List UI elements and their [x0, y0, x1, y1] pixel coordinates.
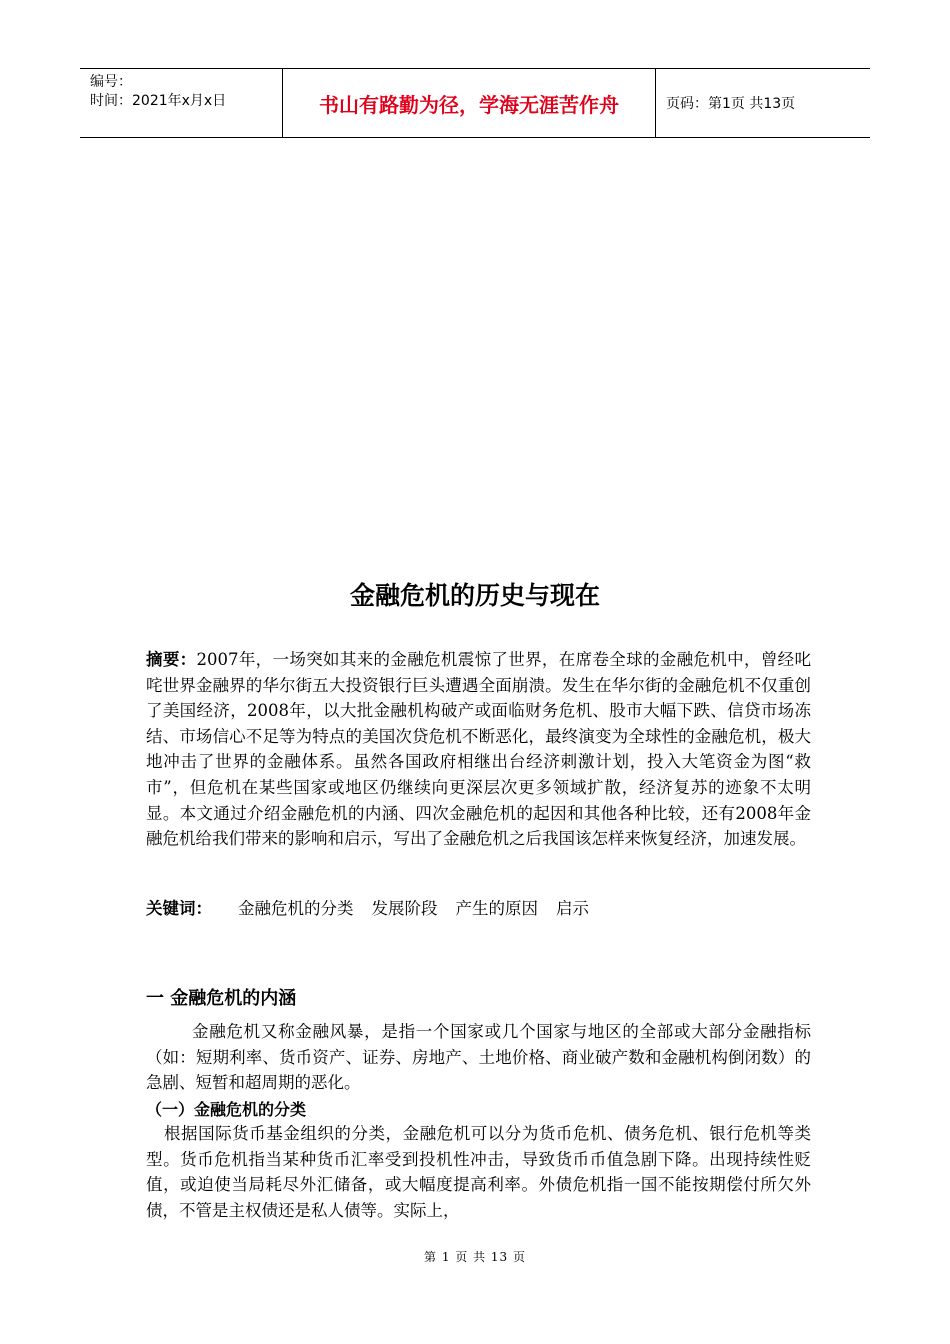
- section-heading: 一 金融危机的内涵: [146, 988, 297, 1009]
- header-page-info: 页码：第1页 共13页: [666, 96, 796, 112]
- keyword: 发展阶段: [371, 899, 438, 918]
- document-title: 金融危机的历史与现在: [349, 581, 600, 610]
- subsection-paragraph: 根据国际货币基金组织的分类，金融危机可以分为货币危机、债务危机、银行危机等类型。货币危机指当某种货币汇率受到投机性冲击，导致货币币值急剧下降。出现持续性贬值，或迫使当局耗尽外汇储备，或大幅度提高利率。外债危机指一国不能按期偿付所欠外债，不管是主权债还是私人债等。实际上，: [146, 1124, 811, 1220]
- header-meta: [80, 69, 282, 137]
- page-footer: 第 1 页 共 13 页: [424, 1250, 526, 1264]
- keyword: 金融危机的分类: [238, 899, 354, 918]
- keyword: 启示: [556, 899, 589, 918]
- abstract-label: 摘要：: [146, 650, 197, 669]
- keywords-line: [146, 896, 811, 922]
- keyword: 产生的原因: [455, 899, 538, 918]
- header-motto: 书山有路勤为径，学海无涯苦作舟: [282, 69, 656, 137]
- document-number-label: 编号：: [90, 74, 132, 90]
- document-date-label: 时间：2021年x月x日: [90, 93, 227, 109]
- abstract-paragraph: [146, 647, 811, 852]
- section-paragraph: 金融危机又称金融风暴，是指一个国家或几个国家与地区的全部或大部分金融指标（如：短期利率、货币资产、证券、房地产、土地价格、商业破产数和金融机构倒闭数）的急剧、短暂和超周期的恶化。: [146, 1022, 811, 1093]
- subsection-heading: （一）金融危机的分类: [146, 1100, 307, 1119]
- keywords-label: 关键词：: [146, 899, 212, 918]
- abstract-text: 2007年，一场突如其来的金融危机震惊了世界，在席卷全球的金融危机中，曾经叱咤世界金融界的华尔街五大投资银行巨头遭遇全面崩溃。发生在华尔街的金融危机不仅重创了美国经济，2008年，以大批金融机构破产或面临财务危机、股市大幅下跌、信贷市场冻结、市场信心不足等为特点的美国次贷危机不断恶化，最终演变为全球性的金融危机，极大地冲击了世界的金融体系。虽然各国政府相继出台经济刺激计划，投入大笔资金为图“救市”，但危机在某些国家或地区仍继续向更深层次更多领域扩散，经济复苏的迹象不太明显。本文通过介绍金融危机的内涵、四次金融危机的起因和其他各种比较，还有2008年金融危机给我们带来的影响和启示，写出了金融危机之后我国该怎样来恢复经济，加速发展。: [146, 650, 811, 849]
- document-header: [80, 68, 870, 138]
